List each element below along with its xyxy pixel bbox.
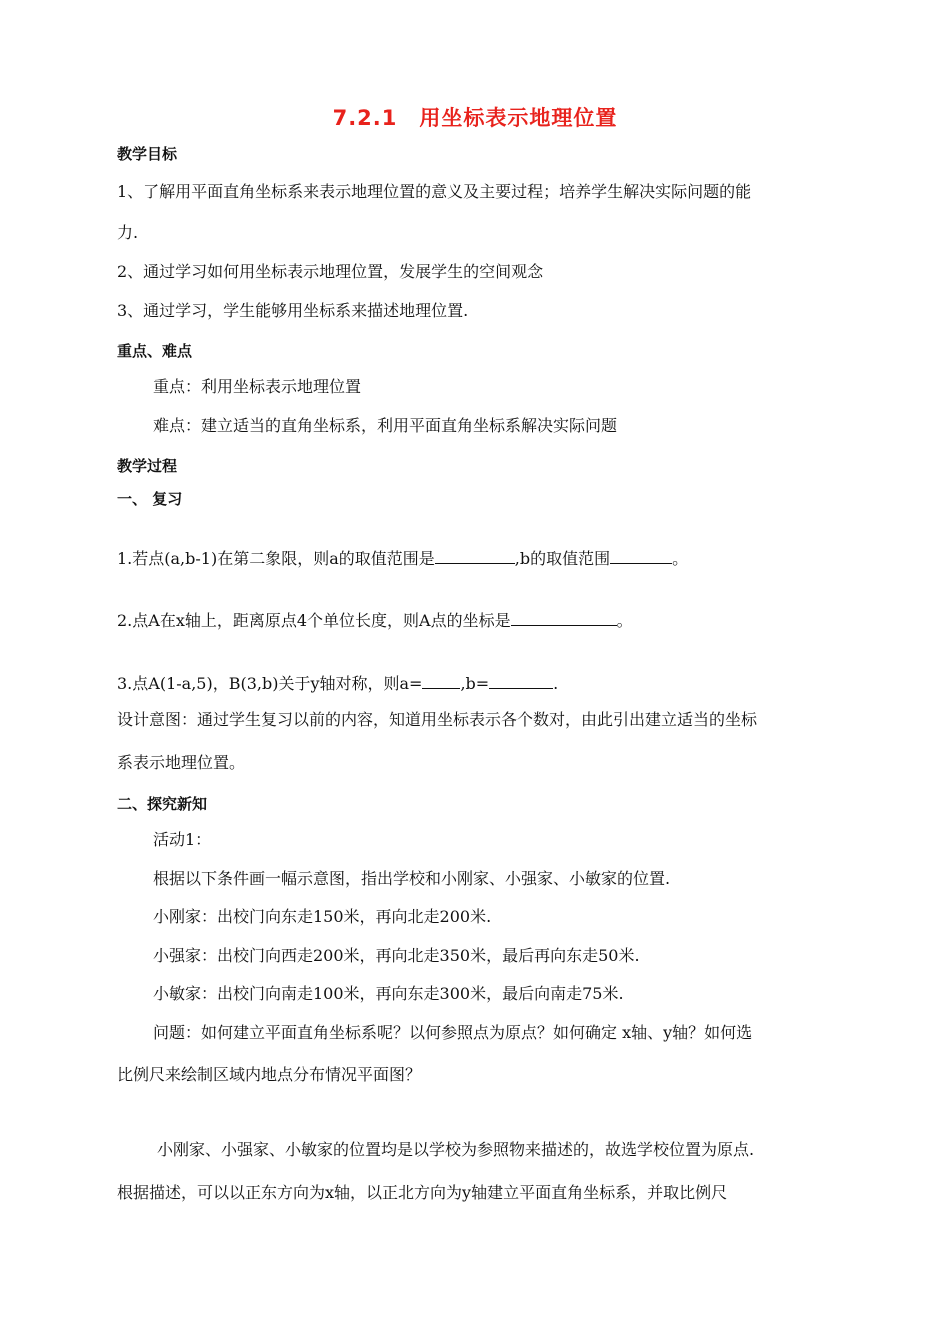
q3-text-1: 3.点A(1-a,5)，B(3,b)关于y轴对称，则a= [117,674,423,693]
activity-intro: 根据以下条件画一幅示意图，指出学校和小刚家、小强家、小敏家的位置. [153,869,671,888]
review-heading: 一、 复习 [117,490,183,508]
q2-blank[interactable] [511,610,617,626]
explore-heading: 二、探究新知 [117,795,208,813]
q2-text-1: 2.点A在x轴上，距离原点4个单位长度，则A点的坐标是 [117,611,511,630]
q3-text-2: ,b= [460,674,490,693]
answer-line-1: 小刚家、小强家、小敏家的位置均是以学校为参照物来描述的，故选学校位置为原点. [157,1140,755,1159]
q3-blank-b[interactable] [489,673,553,689]
goal-1-line-1: 1、了解用平面直角坐标系来表示地理位置的意义及主要过程；培养学生解决实际问题的能 [117,182,752,201]
design-intent-line-1: 设计意图：通过学生复习以前的内容，知道用坐标表示各个数对，由此引出建立适当的坐标 [117,710,758,729]
activity-label: 活动1： [153,830,212,849]
page-title: 7.2.1 用坐标表示地理位置 [332,106,618,130]
q1-text-1: 1.若点(a,b-1)在第二象限，则a的取值范围是 [117,549,435,568]
question-line-1: 问题：如何建立平面直角坐标系呢？以何参照点为原点？如何确定 x轴、y轴？如何选 [153,1023,753,1042]
xiaomin-home: 小敏家：出校门向南走100米，再向东走300米，最后向南走75米. [153,984,624,1003]
goals-heading: 教学目标 [117,145,178,163]
xiaogang-home: 小刚家：出校门向东走150米，再向北走200米. [153,907,492,926]
review-question-2 [117,610,633,631]
keys-heading: 重点、难点 [117,342,193,360]
difficulty: 难点：建立适当的直角坐标系，利用平面直角坐标系解决实际问题 [153,416,618,435]
goal-2: 2、通过学习如何用坐标表示地理位置，发展学生的空间观念 [117,262,544,281]
q1-text-3: 。 [672,549,689,568]
xiaoqiang-home: 小强家：出校门向西走200米，再向北走350米，最后再向东走50米. [153,946,640,965]
design-intent-line-2: 系表示地理位置。 [117,753,246,772]
q2-text-2: 。 [616,611,633,630]
process-heading: 教学过程 [117,457,178,475]
question-line-2: 比例尺来绘制区域内地点分布情况平面图？ [117,1065,422,1084]
goal-3: 3、通过学习，学生能够用坐标系来描述地理位置. [117,301,469,320]
review-question-3 [117,673,558,694]
q3-text-3: . [553,674,559,693]
answer-line-2: 根据描述，可以以正东方向为x轴，以正北方向为y轴建立平面直角坐标系，并取比例尺 [117,1183,728,1202]
key-point: 重点：利用坐标表示地理位置 [153,377,362,396]
q3-blank-a[interactable] [422,673,460,689]
q1-text-2: ,b的取值范围 [514,549,611,568]
q1-blank-b[interactable] [610,548,672,564]
goal-1-line-2: 力. [117,223,139,242]
review-question-1 [117,548,688,569]
q1-blank-a[interactable] [435,548,515,564]
